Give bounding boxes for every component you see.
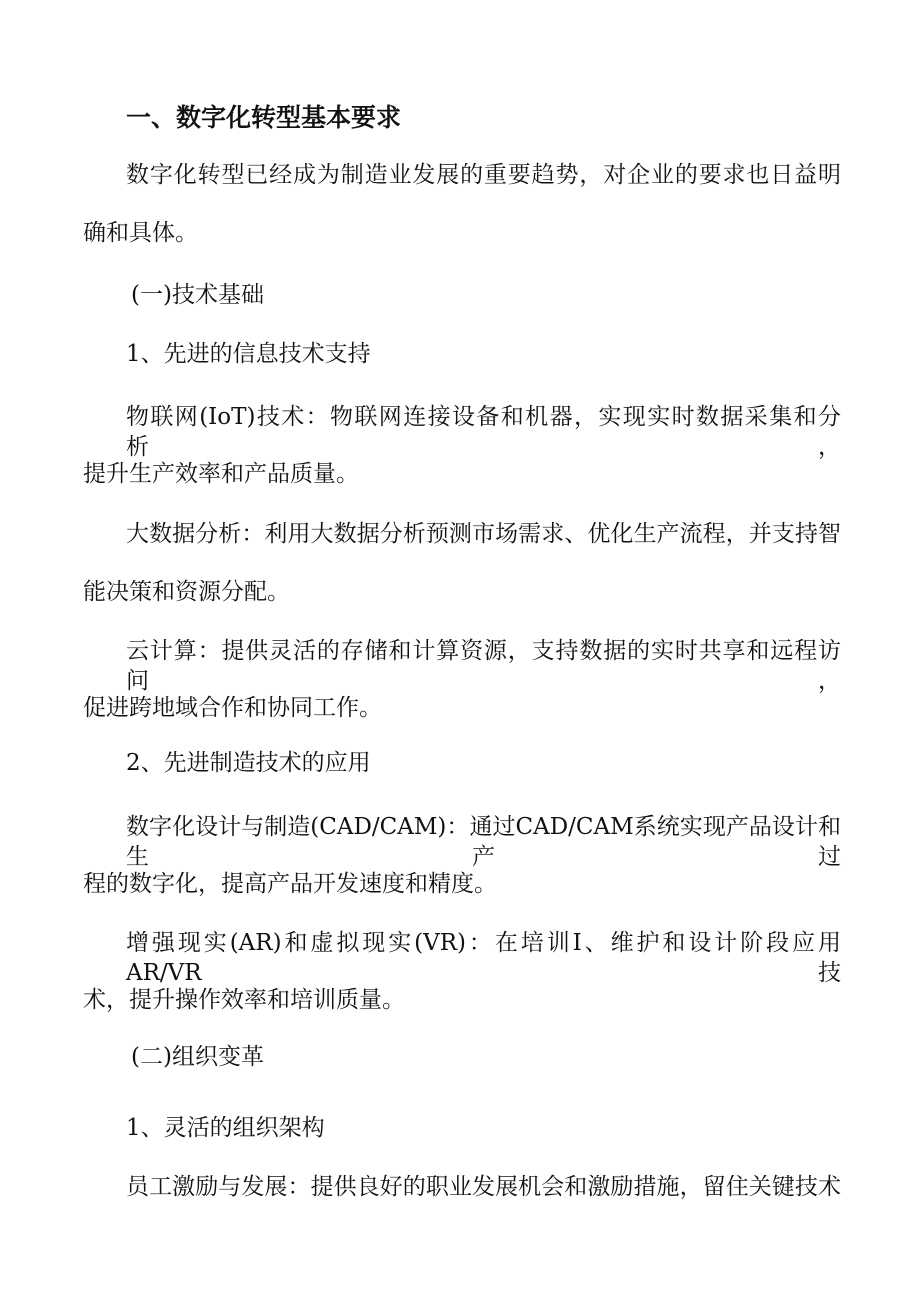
paragraph-iot-line-1: 物联网(IoT)技术：物联网连接设备和机器，实现实时数据采集和分析， — [126, 404, 841, 460]
paragraph-cloud-line-1: 云计算：提供灵活的存储和计算资源，支持数据的实时共享和远程访问， — [126, 638, 841, 694]
paragraph-big-data-line-1: 大数据分析：利用大数据分析预测市场需求、优化生产流程，并支持智 — [126, 521, 841, 547]
paragraph-cad-cam-line-2: 程的数字化，提高产品开发速度和精度。 — [83, 871, 497, 897]
intro-line-1: 数字化转型已经成为制造业发展的重要趋势，对企业的要求也日益明 — [126, 162, 841, 188]
paragraph-cloud — [83, 636, 841, 723]
section-2-title: (二)组织变革 — [131, 1044, 264, 1070]
subsection-1-2-title: 2、先进制造技术的应用 — [126, 750, 371, 776]
subsection-1-1-title: 1、先进的信息技术支持 — [126, 341, 371, 367]
intro-paragraph — [83, 160, 841, 248]
document-heading: 一、数字化转型基本要求 — [126, 103, 402, 132]
paragraph-employee-incentives-line-1: 员工激励与发展：提供良好的职业发展机会和激励措施，留住关键技术 — [126, 1174, 841, 1200]
paragraph-big-data-line-2: 能决策和资源分配。 — [83, 579, 290, 605]
subsection-2-1-title: 1、灵活的组织架构 — [126, 1115, 325, 1141]
paragraph-cad-cam — [83, 812, 841, 899]
paragraph-cloud-line-2: 促进跨地域合作和协同工作。 — [83, 695, 382, 721]
paragraph-ar-vr-line-1: 增强现实(AR)和虚拟现实(VR)：在培训I、维护和设计阶段应用AR/VR技 — [126, 930, 841, 986]
paragraph-iot — [83, 402, 841, 489]
paragraph-cad-cam-line-1: 数字化设计与制造(CAD/CAM)：通过CAD/CAM系统实现产品设计和生产过 — [126, 814, 841, 870]
intro-line-2: 确和具体。 — [83, 220, 198, 246]
paragraph-big-data — [83, 519, 841, 607]
paragraph-iot-line-2: 提升生产效率和产品质量。 — [83, 461, 359, 487]
paragraph-employee-incentives — [126, 1172, 841, 1202]
paragraph-ar-vr-line-2: 术，提升操作效率和培训质量。 — [83, 987, 405, 1013]
paragraph-ar-vr — [83, 928, 841, 1015]
section-1-title: (一)技术基础 — [131, 282, 264, 308]
